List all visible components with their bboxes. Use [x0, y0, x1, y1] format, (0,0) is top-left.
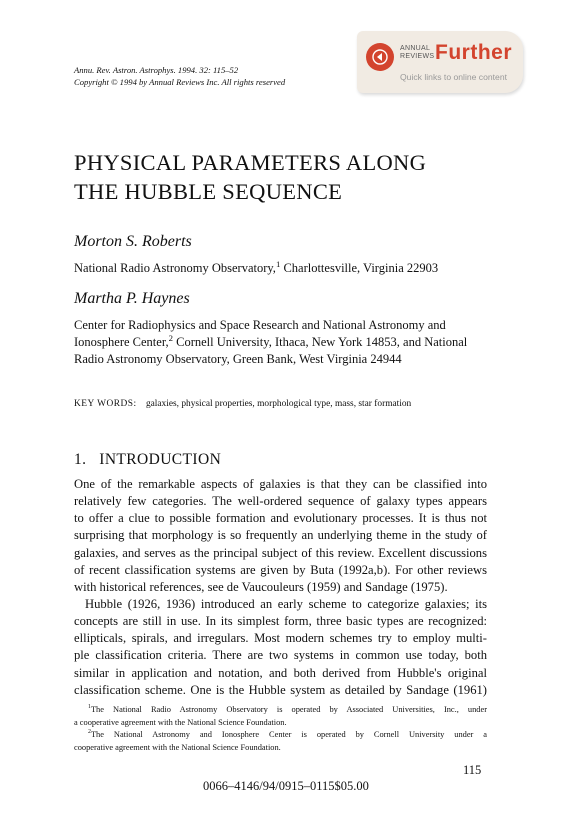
- paragraph-2: [74, 596, 487, 699]
- section-title: INTRODUCTION: [99, 451, 222, 468]
- footnote-2: [74, 729, 487, 754]
- affiliation-text: Radio Astronomy Observatory, Green Bank, West Virginia 24944: [74, 352, 402, 366]
- author-name-2: Martha P. Haynes: [74, 290, 190, 307]
- affiliation-text: Ionosphere Center,: [74, 335, 169, 349]
- text-line: Hubble (1926, 1936) introduced an early scheme to categorize galaxies; its: [85, 597, 487, 611]
- footnote-line: [74, 704, 487, 717]
- affiliation-line: [74, 260, 438, 277]
- text-line: surprising that morphology is so frequently an underlying theme in the study of: [74, 528, 487, 543]
- affiliation-text: National Radio Astronomy Observatory,: [74, 261, 276, 275]
- affiliation-line: [74, 334, 467, 351]
- further-label: Further: [435, 41, 512, 64]
- text-line: classification scheme. One is the Hubble system as detailed by Sandage (1961): [74, 682, 487, 697]
- further-annual-reviews-label: [400, 45, 434, 61]
- annual-reviews-logo-icon: [366, 43, 394, 71]
- journal-citation: [74, 64, 285, 88]
- author-name-1: Morton S. Roberts: [74, 233, 192, 250]
- author-affiliation-1: [74, 260, 438, 277]
- footnote-line: cooperative agreement with the National Science Foundation.: [74, 742, 281, 752]
- paragraph-1: [74, 476, 487, 596]
- document-code: 0066–4146/94/0915–0115$05.00: [203, 779, 369, 793]
- footnote-text: The National Radio Astronomy Observatory is operated by Associated Universities, Inc., under: [90, 705, 487, 714]
- text-line: with historical references, see de Vaucouleurs (1959) and Sandage (1975).: [74, 579, 448, 594]
- reviews-label: REVIEWS: [400, 53, 435, 60]
- keywords-label: KEY WORDS:: [74, 399, 137, 409]
- footnote-mark: 2: [168, 332, 173, 343]
- text-line: ellipticals, spirals, and irregulars. Most modern schemes try to employ multi-: [74, 631, 487, 646]
- text-line: galaxies, and serves as the principal subject of this review. Excellent discussions: [74, 545, 487, 560]
- text-line: to offer a clue to possible formation and evolutionary processes. It is thus not: [74, 511, 487, 526]
- affiliation-line: [74, 317, 467, 334]
- text-line: concepts are still in use. In its simplest form, three basic types are recognized:: [74, 614, 487, 629]
- footnote-1: [74, 704, 487, 729]
- affiliation-text: Charlottesville, Virginia 22903: [280, 261, 439, 275]
- annual-label: ANNUAL: [400, 45, 431, 52]
- footnote-text: The National Astronomy and Ionosphere Center is operated by Cornell University under a: [90, 730, 487, 739]
- keywords: [74, 399, 411, 409]
- section-heading: [74, 451, 221, 469]
- footnote-mark: 1: [88, 704, 91, 711]
- section-number: 1.: [74, 451, 87, 468]
- article-title: [74, 148, 426, 206]
- text-line: similar in application and notation, and both derived from Hubble's original: [74, 665, 487, 680]
- author-affiliation-2: [74, 317, 467, 368]
- further-subtitle: Quick links to online content: [400, 72, 508, 82]
- journal-line-1: Annu. Rev. Astron. Astrophys. 1994. 32: 115–52: [74, 65, 239, 75]
- affiliation-text: Center for Radiophysics and Space Research and National Astronomy and: [74, 318, 446, 332]
- further-badge[interactable]: [357, 31, 523, 93]
- title-line-1: PHYSICAL PARAMETERS ALONG: [74, 150, 427, 175]
- text-line: relatively few categories. The well-ordered sequence of galaxy types appears: [74, 494, 487, 509]
- keywords-text: galaxies, physical properties, morphological type, mass, star formation: [145, 399, 412, 409]
- footnotes: [74, 704, 487, 754]
- text-line: of recent classification systems are given by Buta (1992a,b). For other reviews: [74, 562, 487, 577]
- affiliation-text: Cornell University, Ithaca, New York 14853, and National: [172, 335, 468, 349]
- footnote-mark: 2: [88, 729, 91, 736]
- affiliation-line: [74, 351, 467, 368]
- journal-copyright: Copyright © 1994 by Annual Reviews Inc. All rights reserved: [74, 77, 286, 87]
- footnote-mark: 1: [275, 258, 281, 269]
- footnote-line: a cooperative agreement with the National Science Foundation.: [74, 717, 287, 727]
- text-line: One of the remarkable aspects of galaxies is that they can be classified into: [74, 477, 487, 491]
- footnote-line: [74, 729, 487, 742]
- title-line-2: THE HUBBLE SEQUENCE: [74, 179, 343, 204]
- page-number: 115: [463, 763, 482, 777]
- text-line: ple classification criteria. There are two systems in common use today, both: [74, 648, 487, 663]
